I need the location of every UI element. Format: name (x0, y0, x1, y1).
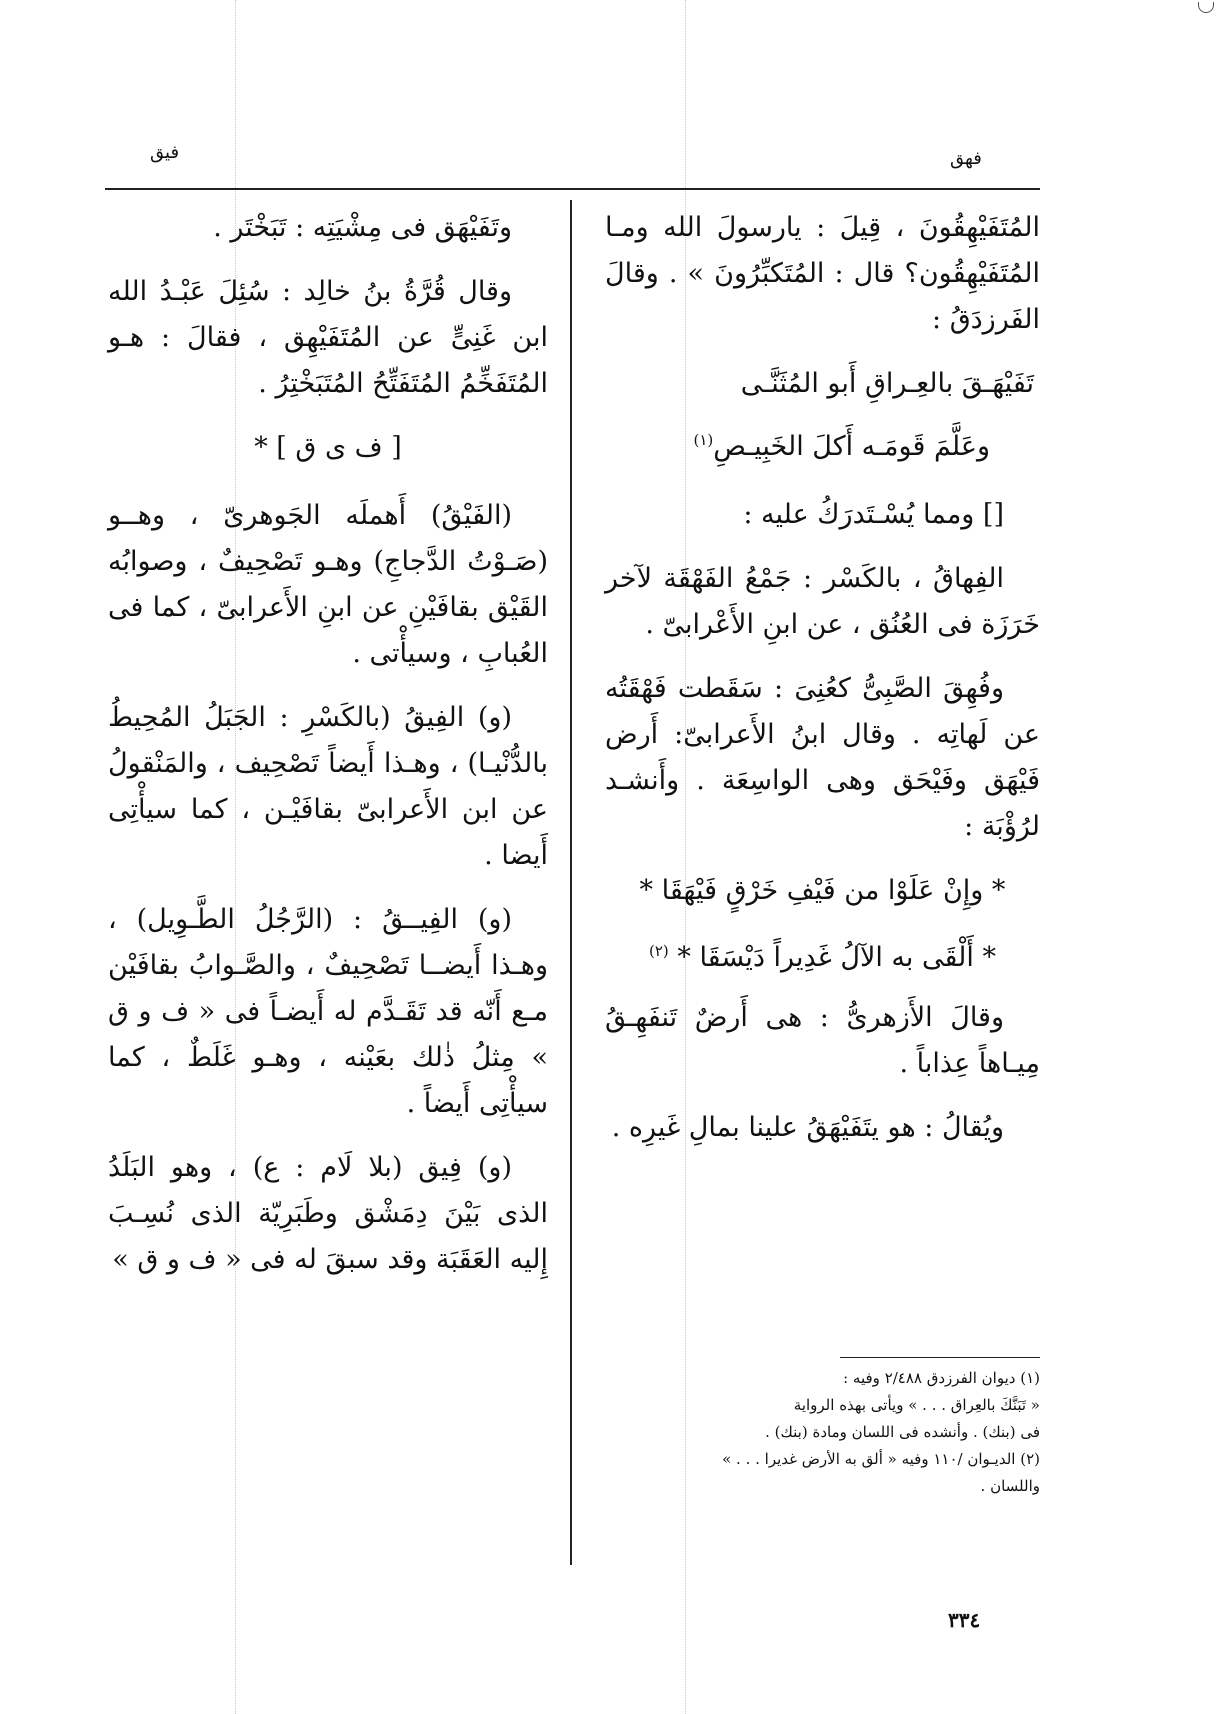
footnote-line: « تَبَنَّكَ بالعِراق . . . » ويأتى بهذه الرواية (793, 1396, 1040, 1414)
paragraph: وقالَ الأَزهرىُّ : هى أَرضٌ تَنفَهِـقُ مِيـاهاً عِذاباً . (605, 1002, 1040, 1079)
verse-line: تَفَيْهَـقَ بالعِـراقِ أَبو المُثَنَّـى (740, 368, 1034, 399)
entry-heading: [ ف ى ق ] * (254, 432, 402, 463)
header-rule (105, 188, 1040, 190)
page-number: ٣٣٤ (948, 1608, 981, 1632)
left-column (108, 205, 548, 1301)
running-header-left: فيق (150, 142, 180, 163)
footnote-line: فى (بنك) . وأنشده فى اللسان ومادة (بنك) . (765, 1423, 1040, 1441)
footnote-rule (840, 1357, 1040, 1358)
corner-mark (1198, 2, 1214, 13)
column-divider (570, 200, 572, 1565)
paragraph: وفُهِقَ الصَّبِىُّ كعُنِىَ : سَقَطت فَهْقَتُه عن لَهاتِه . وقال ابنُ الأَعرابىّ: أَرض فَيْهَق وفَيْحَق وهى الواسِعَة . وأَنشـد لرُؤْبَة : (605, 673, 1040, 842)
rajaz-line (605, 928, 1040, 981)
paragraph: (الفَيْقُ) أَهملَه الجَوهرىّ ، وهــو (صَـوْتُ الدَّجاجِ) وهـو تَصْحِيفٌ ، وصوابُه القَيْق بقافَيْنِ عن ابنِ الأَعرابىّ ، كما فى العُبابِ ، وسيأْتى . (108, 500, 548, 669)
paragraph: (و) فِيق (بلا لَام : ع) ، وهو البَلَدُ الذى بَيْنَ دِمَشْق وطَبَرِيّة الذى نُسِـبَ إِليه العَقَبَة وقد سبقَ له فى « ف و ق » (108, 1152, 548, 1275)
right-column (605, 205, 1040, 1169)
paragraph: المُتَفَيْهِقُونَ ، قِيلَ : يارسولَ الله ومـا المُتَفَيْهِقُون؟ قال : المُتَكبِّرُونَ » . وقالَ الفَرزدَقُ : (605, 212, 1040, 335)
paragraph: وتَفَيْهَق فى مِشْيَتِه : تَبَخْتَر . (213, 212, 512, 243)
paragraph: ويُقالُ : هو يتَفَيْهَقُ علينا بمالِ غَيرِه . (611, 1112, 1004, 1143)
footnote-line: (٢) الديـوان /١١٠ وفيه « ألق به الأرض غديرا . . . » (722, 1450, 1040, 1468)
verse-text: وعَلَّمَ قَومَـه أَكلَ الخَبِيـصِ (713, 431, 990, 462)
paragraph: (و) الفِيقُ (بالكَسْرِ : الجَبَلُ المُحِيطُ بالدُّنْيـا) ، وهـذا أَيضاً تَصْحِيف ، والمَنْقولُ عن ابن الأَعرابىّ بقافَيْـن ، كما سيأْتِى أَيضا . (108, 702, 548, 871)
footnote-ref: (١) (693, 431, 714, 449)
running-header-right: فهق (950, 148, 982, 169)
footnote-line: واللسان . (980, 1477, 1040, 1495)
rajaz-text: * أَلْقَى به الآلُ غَدِيراً دَيْسَقَا * (677, 942, 996, 973)
paragraph: (و) الفِيــقُ : (الرَّجُلُ الطَّـوِيل) ، وهـذا أَيضــا تَصْحِيفٌ ، والصَّـوابُ بقافَيْن مـع أَنّه قد تَقَـدَّم له أَيضـاً فى « ف و ق » مِثلُ ذٰلك بعَيْنه ، وهـو غَلَطٌ ، كما سيأْتِى أَيضاً . (108, 904, 548, 1119)
verse-line (605, 417, 1040, 470)
paragraph: وقال قُرَّةُ بنُ خالِد : سُئِلَ عَبْـدُ الله ابن غَنِىٍّ عن المُتَفَيْهِق ، فقالَ : هـو المُتَفَخِّمُ المُتَفَتِّحُ المُتَبَخْتِرُ . (108, 276, 548, 399)
footnote-ref: (٢) (649, 942, 669, 960)
footnote-line: (١) ديوان الفرزدق ٢/٤٨٨ وفيه : (843, 1369, 1040, 1387)
paragraph: الفِهاقُ ، بالكَسْر : جَمْعُ الفَهْقَة لآخر خَرَزَة فى العُنُق ، عن ابنِ الأَعْرابىّ . (605, 563, 1040, 640)
rajaz-line: * وإِنْ عَلَوْا من فَيْفِ خَرْقٍ فَيْهَقَا * (639, 875, 1006, 906)
paragraph: [] ومما يُسْـتَدرَكُ عليه : (743, 499, 1004, 530)
footnotes (605, 1365, 1040, 1500)
